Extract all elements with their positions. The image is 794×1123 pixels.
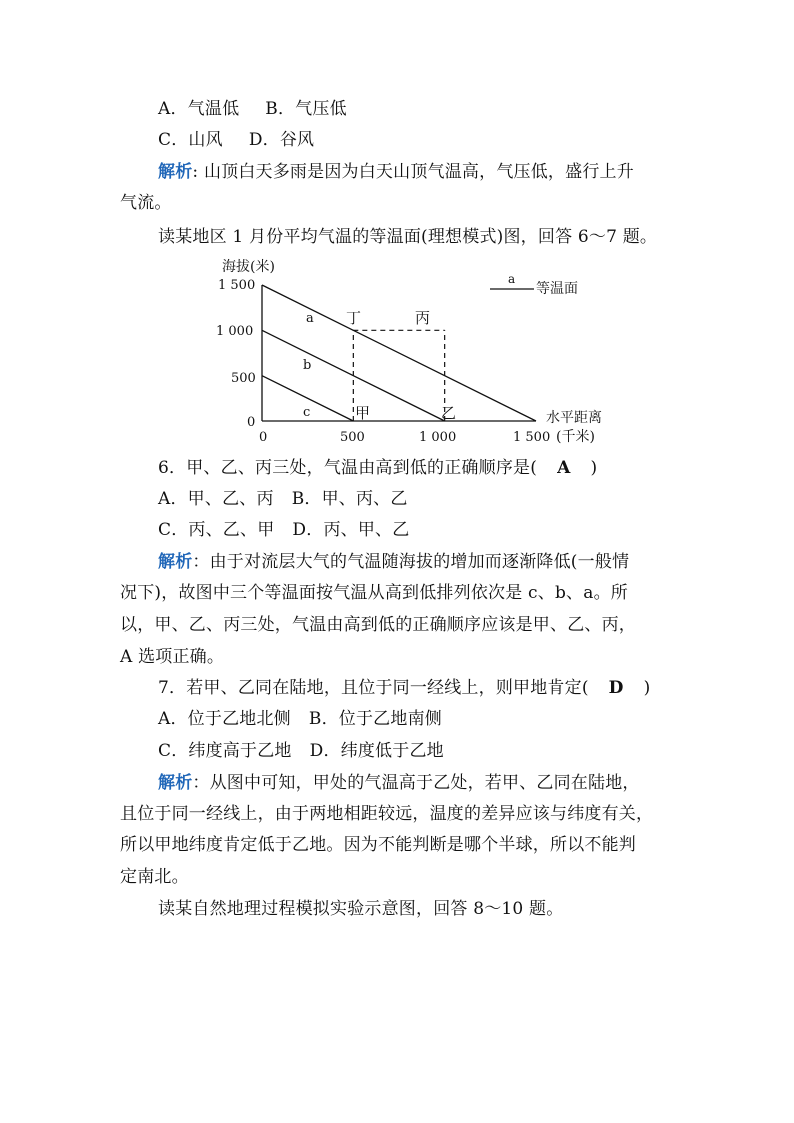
q6-option-d: D．丙、甲、乙: [292, 520, 410, 540]
q7-options-row2: [158, 740, 444, 762]
q7-analysis-line3: 所以甲地纬度肯定低于乙地。因为不能判断是哪个半球，所以不能判: [120, 835, 636, 855]
q5-options-row1: [158, 98, 347, 120]
q7-option-c: C．纬度高于乙地: [158, 741, 292, 761]
y-axis-label: 海拔(米): [222, 259, 275, 275]
q6-analysis-text-1: ：由于对流层大气的气温随海拔的增加而逐渐降低(一般情: [192, 552, 630, 572]
y-tick-0: 0: [247, 415, 256, 430]
q6-analysis-line4: A 选项正确。: [120, 647, 225, 667]
isotherm-line-a: [262, 285, 536, 421]
point-label-yi: 乙: [441, 404, 457, 422]
q5-option-b: B．气压低: [265, 99, 347, 119]
q6-options-row1: [158, 488, 408, 510]
x-tick-1000: 1 000: [419, 430, 457, 445]
q7-analysis-line2: 且位于同一经线上，由于两地相距较远，温度的差异应该与纬度有关，: [120, 804, 654, 824]
surface-label-a: a: [306, 311, 314, 326]
q5-options-row2: [158, 129, 314, 151]
q7-analysis-line1: [158, 772, 640, 794]
q7-option-b: B．位于乙地南侧: [308, 709, 442, 729]
q5-analysis-label: 解析: [158, 162, 193, 182]
x-axis-unit: (千米): [556, 429, 595, 445]
q6-analysis-line3: 以，甲、乙、丙三处，气温由高到低的正确顺序应该是甲、乙、丙，: [120, 615, 636, 635]
surface-label-c: c: [303, 405, 311, 420]
q6-stem-text: 6．甲、乙、丙三处，气温由高到低的正确顺序是(: [158, 458, 538, 478]
x-tick-500: 500: [340, 430, 365, 445]
q7-analysis-line4: 定南北。: [120, 867, 189, 887]
q5-option-c: C．山风: [158, 130, 223, 150]
surface-label-b: b: [303, 358, 312, 373]
q7-option-d: D．纬度低于乙地: [309, 741, 444, 761]
q7-answer: D: [608, 678, 624, 698]
q6-option-c: C．丙、乙、甲: [158, 520, 275, 540]
q5-analysis-line2: 气流。: [120, 193, 172, 213]
q7-options-row1: [158, 708, 442, 730]
q7-close: ): [643, 678, 651, 698]
q5-analysis-line1: [158, 161, 634, 183]
q7-analysis-label: 解析: [158, 773, 193, 793]
x-tick-0: 0: [259, 430, 268, 445]
q6-answer: A: [557, 458, 571, 478]
q6-analysis-line1: [158, 551, 629, 573]
legend-text: 等温面: [536, 281, 578, 297]
legend-symbol: a: [508, 272, 516, 286]
q6-stem: [158, 457, 597, 479]
q7-stem-text: 7．若甲、乙同在陆地，且位于同一经线上，则甲地肯定(: [158, 678, 589, 698]
q7-stem: [158, 677, 650, 699]
q5-analysis-text: : 山顶白天多雨是因为白天山顶气温高，气压低，盛行上升: [192, 162, 634, 182]
point-label-ding: 丁: [346, 309, 362, 327]
y-tick-500: 500: [231, 371, 256, 386]
x-axis-label: 水平距离: [546, 410, 602, 426]
isotherm-figure: [210, 255, 630, 450]
q5-option-d: D．谷风: [248, 130, 315, 150]
y-tick-1000: 1 000: [216, 324, 254, 339]
point-label-bing: 丙: [415, 309, 431, 327]
y-tick-1500: 1 500: [218, 278, 256, 293]
x-tick-1500: 1 500: [513, 430, 551, 445]
q6-close: ): [590, 458, 598, 478]
q6-option-a: A．甲、乙、丙: [158, 489, 274, 509]
q7-option-a: A．位于乙地北侧: [158, 709, 291, 729]
isotherm-chart: [210, 255, 630, 450]
q6-analysis-label: 解析: [158, 552, 193, 572]
q6-analysis-line2: 况下)，故图中三个等温面按气温从高到低排列依次是 c、b、a。所: [120, 583, 628, 603]
q5-option-a: A．气温低: [158, 99, 240, 119]
point-label-jia: 甲: [355, 404, 371, 422]
intro-6-7: 读某地区 1 月份平均气温的等温面(理想模式)图，回答 6～7 题。: [158, 227, 658, 247]
q6-options-row2: [158, 519, 409, 541]
intro-8-10: 读某自然地理过程模拟实验示意图，回答 8～10 题。: [158, 899, 564, 919]
q7-analysis-text-1: ：从图中可知，甲处的气温高于乙处，若甲、乙同在陆地，: [192, 773, 640, 793]
q6-option-b: B．甲、丙、乙: [291, 489, 408, 509]
